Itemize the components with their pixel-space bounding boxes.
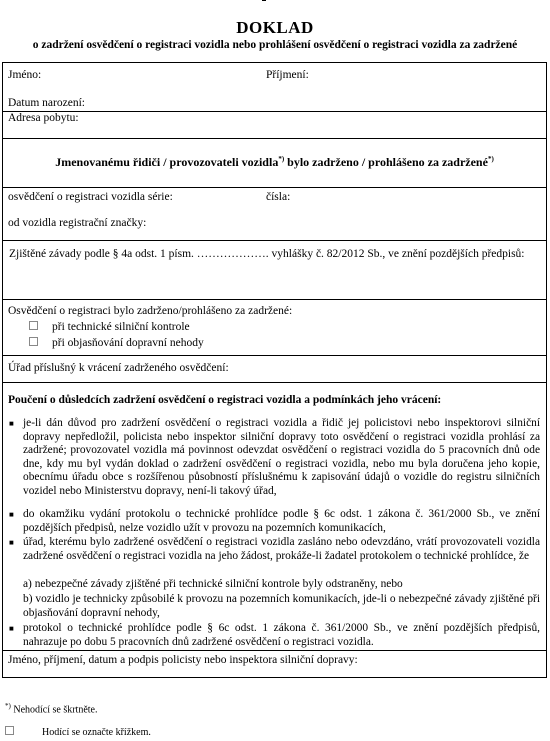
name-label: Jméno: — [8, 69, 42, 81]
number-label: čísla: — [266, 191, 291, 203]
plate-label: od vozidla registrační značky: — [8, 217, 147, 229]
bullet-marker: ■ — [9, 624, 14, 633]
bullet-marker: ■ — [9, 510, 14, 519]
office-section — [3, 355, 546, 382]
instruction-bullet-1: je-li dán důvod pro zadržení osvědčení o registraci vozidla a řidič jej policistovi nebo inspektorovi silniční dopravy nepředložil, policista nebo inspektor silniční dopravy toto osvědčení o registraci vozidla prohlásí za zadržené; provozovatel vozidla má povinnost odevzdat osvědčení o registraci vozidla do 5 pracovních dnů ode dne, kdy mu byl vydán doklad o zadržení osvědčení o registraci vozidla, nebo mu byla doručena jeho kopie, obecnímu úřadu obce s rozšířenou působností příslušnému k zapisování údajů o vozidle do registru silničních vozidel nebo Ministerstvu dopravy, není-li takový úřad, — [23, 417, 540, 497]
form-frame — [2, 62, 547, 678]
series-label: osvědčení o registraci vozidla série: — [8, 191, 173, 203]
retention-intro: Osvědčení o registraci bylo zadrženo/prohlášeno za zadržené: — [8, 305, 293, 317]
bullet-marker: ■ — [9, 538, 14, 547]
statement-text: Jmenovanému řidiči / provozovateli vozidla*) bylo zadrženo / prohlášeno za zadržené*) — [55, 155, 494, 169]
page-top-rule — [262, 0, 266, 1]
defect-text: Zjištěné závady podle § 4a odst. 1 písm. ………………. vyhlášky č. 82/2012 Sb., ve znění pozdějších předpisů: — [9, 248, 525, 260]
bullet-marker: ■ — [9, 419, 14, 428]
document-subtitle: o zadržení osvědčení o registraci vozidla nebo prohlášení osvědčení o registraci vozidla za zadržené — [32, 39, 518, 51]
instructions-section — [3, 382, 546, 650]
document-title: DOKLAD — [236, 18, 314, 37]
retention-option-roadside: při technické silniční kontrole — [29, 321, 190, 334]
retention-option-accident: při objasňování dopravní nehody — [29, 337, 204, 350]
signature-label: Jméno, příjmení, datum a podpis policisty nebo inspektora silniční dopravy: — [8, 654, 358, 666]
checkbox — [29, 321, 38, 330]
instruction-bullet-3: úřad, kterému bylo zadržené osvědčení o registraci vozidla zasláno nebo odevzdáno, vrátí provozovateli vozidla zadržené osvědčení o registraci vozidla na jeho žádost, prokáže-li žadatel protokolem o technické prohlídce, že — [23, 536, 540, 562]
statement-section — [3, 138, 546, 187]
address-section — [3, 111, 546, 138]
instruction-bullet-2: do okamžiku vydání protokolu o technické prohlídce podle § 6c odst. 1 zákona č. 361/2000 Sb., ve znění pozdějších předpisů, nelze vozidlo užít v provozu na pozemních komunikacích, — [23, 508, 540, 534]
document-header — [0, 18, 550, 52]
footnote-cross: Hodící se označte křížkem. — [5, 726, 151, 739]
office-label: Úřad příslušný k vrácení zadrženého osvědčení: — [8, 362, 229, 374]
signature-section — [3, 650, 546, 677]
certificate-section — [3, 187, 546, 240]
checkbox — [29, 337, 38, 346]
checkbox — [5, 726, 14, 735]
person-section — [3, 63, 546, 113]
instructions-heading: Poučení o důsledcích zadržení osvědčení o registraci vozidla a podmínkách jeho vrácení: — [8, 394, 442, 406]
birth-date-label: Datum narození: — [8, 97, 85, 109]
instruction-bullet-4: protokol o technické prohlídce podle § 6c odst. 1 zákona č. 361/2000 Sb., ve znění pozdějších předpisů, nahrazuje po dobu 5 pracovních dnů zadržené osvědčení o registraci vozidla. — [23, 622, 540, 648]
instruction-sub-item-a: a) nebezpečné závady zjištěné při technické silniční kontrole byly odstraněny, nebo — [23, 578, 403, 590]
surname-label: Příjmení: — [266, 69, 309, 81]
footnote-strike: *) Nehodící se škrtněte. — [5, 702, 98, 716]
instruction-sub-item-b: b) vozidlo je technicky způsobilé k provozu na pozemních komunikacích, jde-li o nebezpečné závady zjištěné při objasňování dopravní nehody, — [23, 593, 540, 619]
retention-section — [3, 299, 546, 355]
address-label: Adresa pobytu: — [8, 112, 79, 124]
defect-section — [3, 240, 546, 299]
